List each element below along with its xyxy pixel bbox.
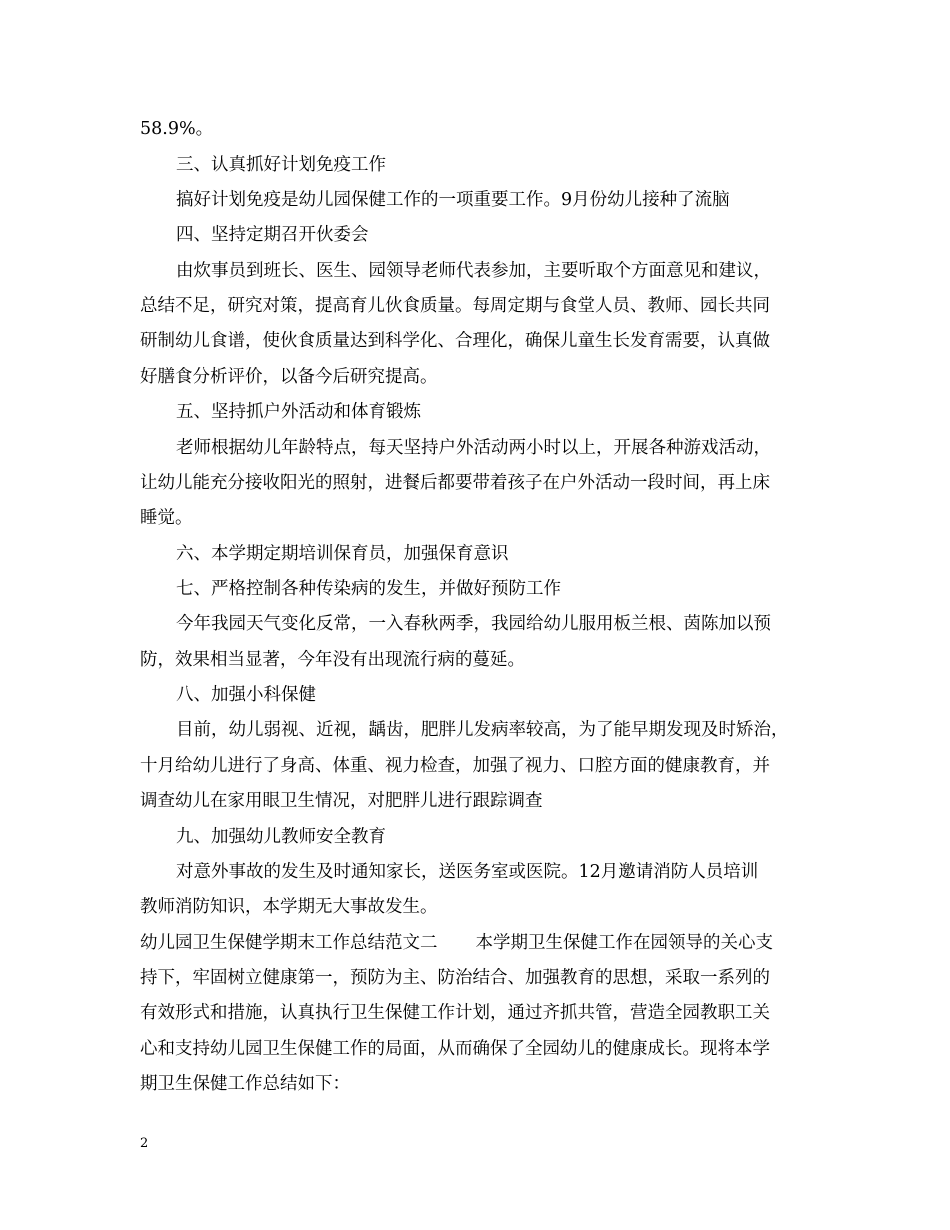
text-line: 期卫生保健工作总结如下： [140,1074,350,1094]
section-heading: 八、加强小科保健 [176,685,316,705]
text-line: 防，效果相当显著，今年没有出现流行病的蔓延。 [140,650,525,670]
text-line: 本学期卫生保健工作在园领导的关心支 [475,933,773,953]
text-line: 今年我园天气变化反常，一入春秋两季，我园给幼儿服用板兰根、茵陈加以预 [176,614,771,634]
section-heading: 六、本学期定期培训保育员，加强保育意识 [176,544,509,564]
section-heading: 四、坚持定期召开伙委会 [176,225,369,245]
text-line: 研制幼儿食谱，使伙食质量达到科学化、合理化，确保儿童生长发育需要，认真做 [140,331,770,351]
section-heading: 五、坚持抓户外活动和体育锻炼 [176,402,421,422]
text-line: 目前，幼儿弱视、近视，龋齿，肥胖儿发病率较高，为了能早期发现及时矫治， [176,720,789,740]
text-line: 有效形式和措施，认真执行卫生保健工作计划，通过齐抓共管，营造全园教职工关 [140,1003,770,1023]
text-line: 十月给幼儿进行了身高、体重、视力检查，加强了视力、口腔方面的健康教育，并 [140,756,770,776]
text-line: 老师根据幼儿年龄特点，每天坚持户外活动两小时以上，开展各种游戏活动， [176,438,771,458]
section-heading: 七、严格控制各种传染病的发生，并做好预防工作 [176,579,561,599]
text-line: 由炊事员到班长、医生、园领导老师代表参加，主要听取个方面意见和建议， [176,261,771,281]
text-line [140,931,820,955]
text-line: 调查幼儿在家用眼卫生情况，对肥胖儿进行跟踪调查 [140,791,543,811]
text-line: 好膳食分析评价，以备今后研究提高。 [140,367,438,387]
text-line: 对意外事故的发生及时通知家长，送医务室或医院。12月邀请消防人员培训 [176,862,759,882]
text-line: 总结不足，研究对策，提高育儿伙食质量。每周定期与食堂人员、教师、园长共同 [140,296,770,316]
section-heading: 三、认真抓好计划免疫工作 [176,155,386,175]
text-line: 持下，牢固树立健康第一，预防为主、防治结合、加强教育的思想，采取一系列的 [140,968,770,988]
article-title: 幼儿园卫生保健学期末工作总结范文二 [140,933,438,953]
text-line: 58.9%。 [140,119,214,139]
text-line: 搞好计划免疫是幼儿园保健工作的一项重要工作。9月份幼儿接种了流脑 [176,190,730,210]
text-line: 心和支持幼儿园卫生保健工作的局面，从而确保了全园幼儿的健康成长。现将本学 [140,1039,770,1059]
text-line: 教师消防知识，本学期无大事故发生。 [140,897,438,917]
text-line: 睡觉。 [140,508,193,528]
page-number: 2 [140,1136,149,1151]
section-heading: 九、加强幼儿教师安全教育 [176,827,386,847]
text-line: 让幼儿能充分接收阳光的照射，进餐后都要带着孩子在户外活动一段时间，再上床 [140,473,770,493]
